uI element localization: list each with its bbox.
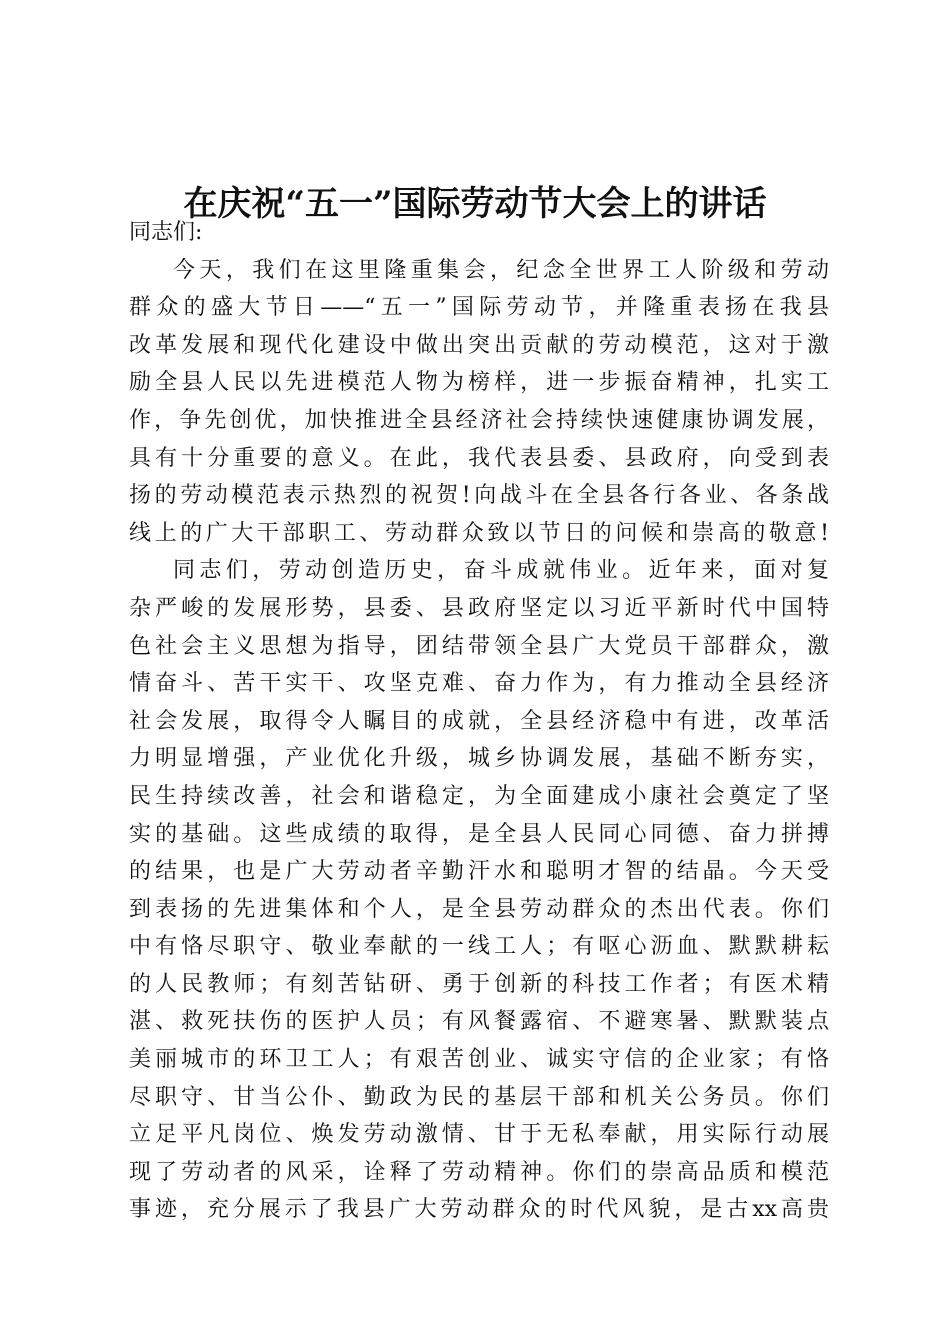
- text-line: 现了劳动者的风采，诠释了劳动精神。你们的崇高品质和模范: [129, 1159, 829, 1185]
- text-line: 湛、救死扶伤的医护人员；有风餐露宿、不避寒暑、默默装点: [129, 1009, 829, 1035]
- text-line: 事迹，充分展示了我县广大劳动群众的时代风貌，是古xx高贵: [129, 1197, 829, 1223]
- text-line: 美丽城市的环卫工人；有艰苦创业、诚实守信的企业家；有恪: [129, 1047, 829, 1073]
- text-line: 的结果，也是广大劳动者辛勤汗水和聪明才智的结晶。今天受: [129, 859, 829, 885]
- text-line: 力明显增强，产业优化升级，城乡协调发展，基础不断夯实，: [129, 746, 829, 772]
- text-line: 同志们，劳动创造历史，奋斗成就伟业。近年来，面对复: [173, 558, 829, 584]
- text-line: 社会发展，取得令人瞩目的成就，全县经济稳中有进，改革活: [129, 708, 829, 734]
- text-line: 情奋斗、苦干实干、攻坚克难、奋力作为，有力推动全县经济: [129, 671, 829, 697]
- text-line: 群众的盛大节日——“五一”国际劳动节，并隆重表扬在我县: [129, 295, 829, 321]
- document-title: 在庆祝“五一”国际劳动节大会上的讲话: [183, 184, 767, 224]
- text-line: 中有恪尽职守、敬业奉献的一线工人；有呕心沥血、默默耕耘: [129, 934, 829, 960]
- text-line: 杂严峻的发展形势，县委、县政府坚定以习近平新时代中国特: [129, 595, 829, 621]
- text-line: 尽职守、甘当公仆、勤政为民的基层干部和机关公务员。你们: [129, 1084, 829, 1110]
- text-line: 民生持续改善，社会和谐稳定，为全面建成小康社会奠定了坚: [129, 783, 829, 809]
- text-line: 的人民教师；有刻苦钻研、勇于创新的科技工作者；有医术精: [129, 971, 829, 997]
- text-line: 线上的广大干部职工、劳动群众致以节日的问候和崇高的敬意!: [129, 520, 829, 546]
- text-line: 到表扬的先进集体和个人，是全县劳动群众的杰出代表。你们: [129, 896, 829, 922]
- salutation: 同志们:: [129, 220, 203, 245]
- text-line: 立足平凡岗位、焕发劳动激情、甘于无私奉献，用实际行动展: [129, 1122, 829, 1148]
- text-line: 作，争先创优，加快推进全县经济社会持续快速健康协调发展，: [129, 407, 829, 433]
- text-line: 今天，我们在这里隆重集会，纪念全世界工人阶级和劳动: [173, 257, 829, 283]
- text-line: 改革发展和现代化建设中做出突出贡献的劳动模范，这对于激: [129, 332, 829, 358]
- document-body: [129, 214, 829, 1229]
- text-line: 励全县人民以先进模范人物为榜样，进一步振奋精神，扎实工: [129, 370, 829, 396]
- text-line: 扬的劳动模范表示热烈的祝贺!向战斗在全县各行各业、各条战: [129, 483, 829, 509]
- text-line: 具有十分重要的意义。在此，我代表县委、县政府，向受到表: [129, 445, 829, 471]
- text-line: 色社会主义思想为指导，团结带领全县广大党员干部群众，激: [129, 633, 829, 659]
- text-line: 实的基础。这些成绩的取得，是全县人民同心同德、奋力拼搏: [129, 821, 829, 847]
